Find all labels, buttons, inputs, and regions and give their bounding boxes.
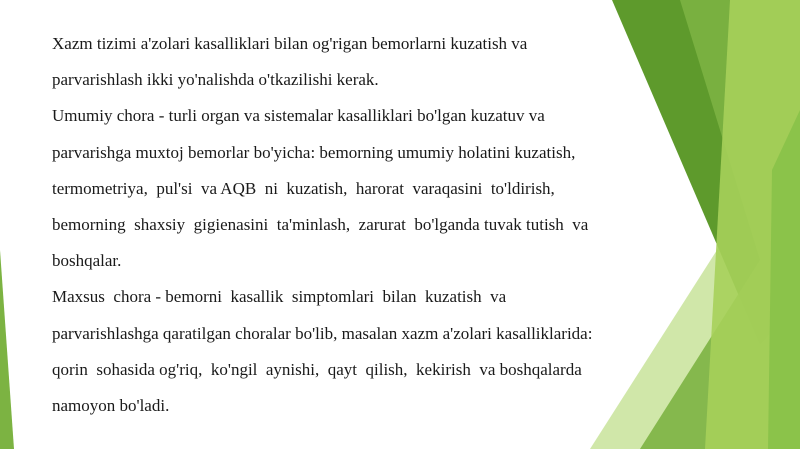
text-line-6-content: bemorning shaxsiy gigienasini ta'minlash, zarurat bo'lganda tuvak tutish va xyxy=(52,214,589,234)
text-line-3 xyxy=(52,98,702,134)
text-line-3-content: Umumiy chora - turli organ va sistemalar kasalliklari bo'lgan kuzatuv va xyxy=(52,106,545,126)
text-line-11-content: namoyon bo'ladi. xyxy=(52,395,170,415)
text-line-1-content: Xazm tizimi a'zolari kasalliklari bilan og'rigan bemorlarni kuzatish va xyxy=(52,34,528,53)
text-line-4 xyxy=(52,135,702,171)
text-line-7-content: boshqalar. xyxy=(52,251,122,271)
text-line-9 xyxy=(52,316,702,352)
text-line-10 xyxy=(52,352,702,388)
text-line-8-content: Maxsus chora - bemorni kasallik simptomlari bilan kuzatish va xyxy=(52,287,507,307)
text-line-10-content: qorin sohasida og'riq, ko'ngil aynishi, qayt qilish, kekirish va boshqalarda xyxy=(52,359,582,379)
text-line-5-content: termometriya, pul'si va AQB ni kuzatish, harorat varaqasini to'ldirish, xyxy=(52,178,555,198)
left-green-wedge xyxy=(0,250,14,449)
body-text xyxy=(52,26,702,424)
text-line-11 xyxy=(52,388,702,424)
text-line-5 xyxy=(52,171,702,207)
text-line-8 xyxy=(52,279,702,315)
text-line-1 xyxy=(52,26,702,62)
text-line-2 xyxy=(52,62,702,98)
text-line-2-content: parvarishlash ikki yo'nalishda o'tkazilishi kerak. xyxy=(52,70,379,90)
text-line-9-content: parvarishlashga qaratilgan choralar bo'lib, masalan xazm a'zolari kasalliklarida: xyxy=(52,323,593,343)
text-line-4-content: parvarishga muxtoj bemorlar bo'yicha: bemorning umumiy holatini kuzatish, xyxy=(52,142,576,162)
text-line-6 xyxy=(52,207,702,243)
text-line-7 xyxy=(52,243,702,279)
